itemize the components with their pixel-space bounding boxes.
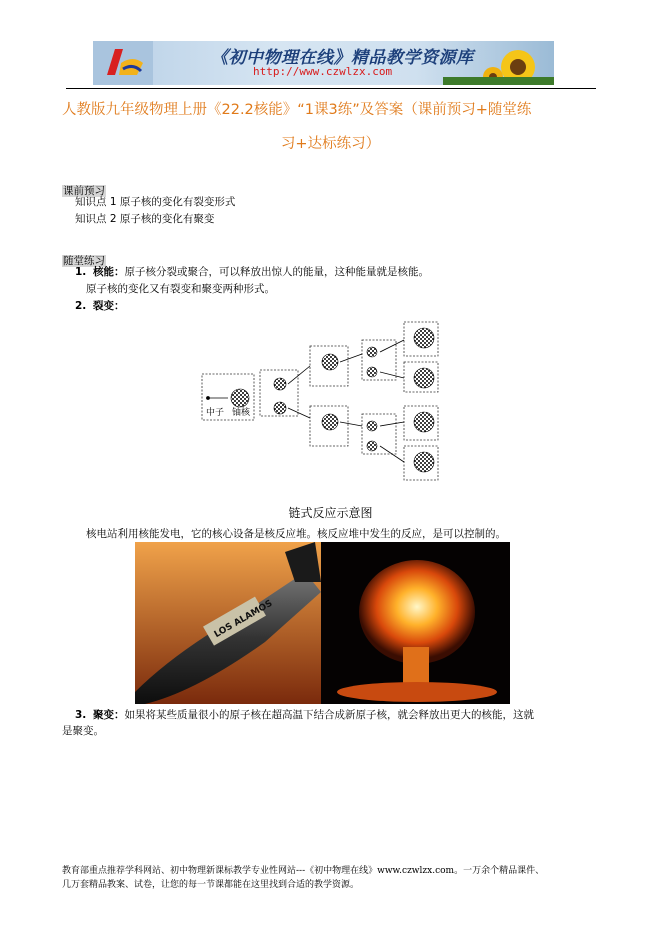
header-divider <box>66 88 596 89</box>
document-title-line1: 人教版九年级物理上册《22.2核能》“1课3练”及答案（课前预习+随堂练 <box>62 102 532 118</box>
item-number: 3. <box>75 709 87 721</box>
document-title-line2: 习+达标练习） <box>280 136 381 152</box>
chain-reaction-figure <box>200 318 450 488</box>
uranium-nucleus-icon <box>231 389 249 407</box>
reactor-paragraph: 核电站利用核能发电，它的核心设备是核反应堆。核反应堆中发生的反应，是可以控制的。 <box>86 528 506 540</box>
practice-item-3-line2: 是聚变。 <box>62 725 104 737</box>
explosion-illustration <box>321 542 510 704</box>
footer-line2: 几万套精品教案、试卷，让您的每一节课都能在这里找到合适的教学资源。 <box>62 880 360 890</box>
practice-item-1-line2: 原子核的变化又有裂变和聚变两种形式。 <box>86 283 275 295</box>
item-number: 2. <box>75 300 87 312</box>
bomb-illustration <box>135 542 321 704</box>
section-preview-heading: 课前预习 <box>63 185 105 197</box>
label-uranium: 铀核 <box>232 408 251 418</box>
preview-point-1: 知识点 1 原子核的变化有裂变形式 <box>75 196 236 208</box>
banner-title: 《初中物理在线》精品教学资源库 <box>211 48 474 68</box>
preview-point-2: 知识点 2 原子核的变化有聚变 <box>75 213 215 225</box>
label-neutron: 中子 <box>206 408 225 418</box>
header-banner <box>93 41 554 85</box>
bomb-label: LOS ALAMOS <box>212 598 275 641</box>
page-footer <box>62 864 602 892</box>
banner-url[interactable]: http://www.czwlzx.com <box>253 65 393 78</box>
chain-reaction-diagram <box>200 318 450 488</box>
nuclear-explosion-photo <box>321 542 510 704</box>
atomic-bomb-photo <box>135 542 321 704</box>
item-term: 裂变： <box>92 300 125 312</box>
item-number: 1. <box>75 266 87 278</box>
item-term: 核能： <box>92 266 125 278</box>
practice-item-3 <box>75 708 534 722</box>
footer-line1: 教育部重点推荐学科网站、初中物理新课标教学专业性网站---《初中物理在线》www.czwlzx.com。一万余个精品课件、 <box>62 866 545 876</box>
practice-item-1 <box>75 265 429 279</box>
item-text: 原子核分裂或聚合，可以释放出惊人的能量，这种能量就是核能。 <box>124 266 429 278</box>
practice-item-2 <box>75 299 124 313</box>
diagram-caption: 链式反应示意图 <box>288 506 373 520</box>
section-practice-heading: 随堂练习 <box>63 255 105 267</box>
item-text: 如果将某些质量很小的原子核在超高温下结合成新原子核，就会释放出更大的核能，这就 <box>124 709 534 721</box>
item-term: 聚变： <box>92 709 125 721</box>
